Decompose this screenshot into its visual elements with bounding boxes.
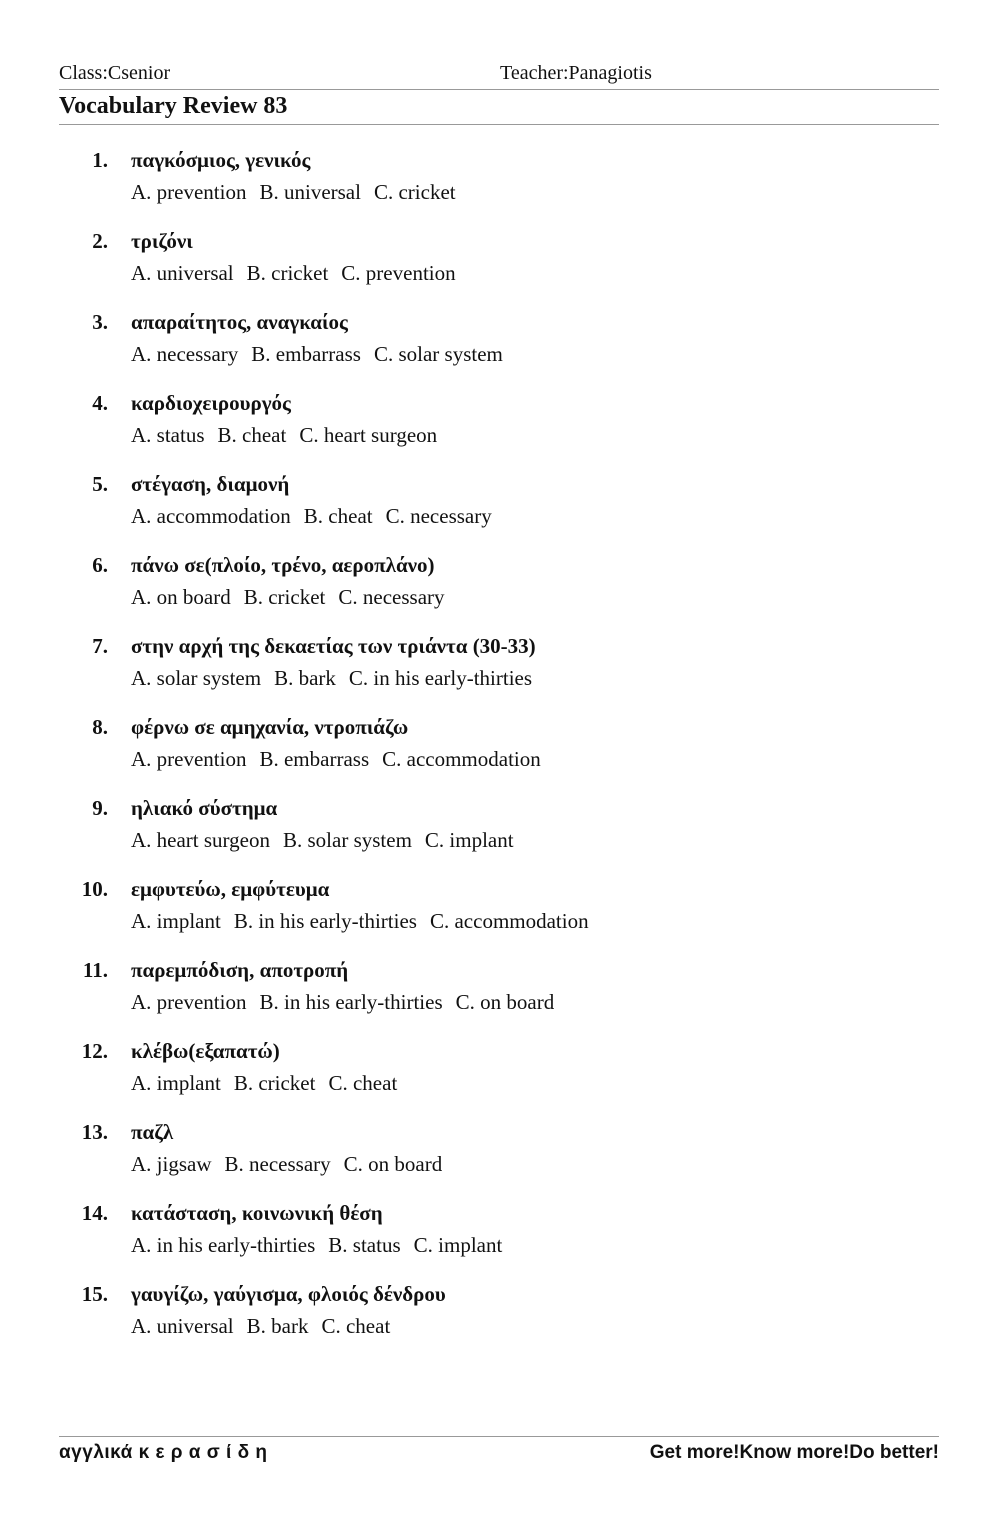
question-number: 7. <box>92 634 108 658</box>
question-prompt: παρεμπόδιση, αποτροπή <box>131 958 349 982</box>
answer-options <box>131 828 514 853</box>
page-title: Vocabulary Review 83 <box>59 93 288 119</box>
teacher-label: Teacher:Panagiotis <box>500 62 652 84</box>
answer-options <box>131 261 456 286</box>
question-prompt: φέρνω σε αμηχανία, ντροπιάζω <box>131 715 409 739</box>
question-item <box>0 148 1000 229</box>
question-item <box>0 553 1000 634</box>
question-number: 9. <box>92 796 108 820</box>
answer-option[interactable]: B. cheat <box>303 504 373 528</box>
answer-option[interactable]: A. in his early-thirties <box>131 1233 316 1257</box>
answer-options <box>131 1071 397 1096</box>
answer-options <box>131 666 532 691</box>
answer-option[interactable]: B. cricket <box>243 585 326 609</box>
answer-option[interactable]: C. cheat <box>328 1071 398 1095</box>
question-prompt: στέγαση, διαμονή <box>131 472 290 496</box>
answer-options <box>131 504 492 529</box>
question-prompt: κλέβω(εξαπατώ) <box>131 1039 280 1063</box>
answer-option[interactable]: B. in his early-thirties <box>259 990 443 1014</box>
question-number: 5. <box>92 472 108 496</box>
answer-option[interactable]: A. jigsaw <box>131 1152 212 1176</box>
question-prompt: πάνω σε(πλοίο, τρένο, αεροπλάνο) <box>131 553 435 577</box>
answer-option[interactable]: C. implant <box>413 1233 503 1257</box>
question-item <box>0 472 1000 553</box>
question-number: 8. <box>92 715 108 739</box>
answer-options <box>131 423 437 448</box>
class-label: Class:Csenior <box>59 62 171 84</box>
answer-option[interactable]: B. cricket <box>246 261 329 285</box>
footer-divider <box>59 1436 939 1437</box>
answer-option[interactable]: C. necessary <box>338 585 445 609</box>
question-prompt: στην αρχή της δεκαετίας των τριάντα (30-33) <box>131 634 536 658</box>
question-number: 14. <box>81 1201 108 1225</box>
question-item <box>0 1120 1000 1201</box>
answer-option[interactable]: A. universal <box>131 1314 234 1338</box>
question-prompt: καρδιοχειρουργός <box>131 391 291 415</box>
question-item <box>0 634 1000 715</box>
question-item <box>0 1282 1000 1363</box>
question-prompt: τριζόνι <box>131 229 193 253</box>
question-item <box>0 715 1000 796</box>
question-number: 3. <box>92 310 108 334</box>
answer-option[interactable]: A. status <box>131 423 205 447</box>
answer-option[interactable]: B. embarrass <box>259 747 370 771</box>
question-item <box>0 1201 1000 1282</box>
question-number: 11. <box>82 958 108 982</box>
answer-options <box>131 342 503 367</box>
answer-options <box>131 747 541 772</box>
answer-option[interactable]: A. implant <box>131 1071 221 1095</box>
question-number: 6. <box>92 553 108 577</box>
answer-option[interactable]: C. accommodation <box>429 909 589 933</box>
question-item <box>0 958 1000 1039</box>
question-prompt: εμφυτεύω, εμφύτευμα <box>131 877 330 901</box>
question-number: 2. <box>92 229 108 253</box>
answer-option[interactable]: A. prevention <box>131 747 247 771</box>
worksheet-header <box>59 62 939 88</box>
answer-option[interactable]: B. status <box>328 1233 401 1257</box>
answer-option[interactable]: C. on board <box>343 1152 443 1176</box>
answer-options <box>131 990 554 1015</box>
answer-option[interactable]: A. accommodation <box>131 504 291 528</box>
question-prompt: παζλ <box>131 1120 174 1144</box>
answer-option[interactable]: B. bark <box>246 1314 309 1338</box>
question-item <box>0 229 1000 310</box>
answer-options <box>131 1314 390 1339</box>
question-item <box>0 1039 1000 1120</box>
answer-option[interactable]: C. prevention <box>341 261 456 285</box>
answer-option[interactable]: C. cheat <box>321 1314 391 1338</box>
question-prompt: κατάσταση, κοινωνική θέση <box>131 1201 383 1225</box>
question-item <box>0 796 1000 877</box>
question-number: 10. <box>81 877 108 901</box>
answer-option[interactable]: B. embarrass <box>251 342 361 366</box>
question-item <box>0 877 1000 958</box>
answer-options <box>131 909 589 934</box>
question-number: 13. <box>81 1120 108 1144</box>
footer-slogan: Get more!Know more!Do better! <box>649 1442 939 1463</box>
answer-option[interactable]: C. cricket <box>373 180 456 204</box>
question-prompt: απαραίτητος, αναγκαίος <box>131 310 348 334</box>
question-prompt: ηλιακό σύστημα <box>131 796 278 820</box>
answer-option[interactable]: A. on board <box>131 585 231 609</box>
answer-options <box>131 1233 502 1258</box>
question-number: 1. <box>92 148 108 172</box>
question-list <box>0 148 1000 1363</box>
answer-option[interactable]: C. accommodation <box>382 747 541 771</box>
answer-option[interactable]: B. solar system <box>283 828 412 852</box>
answer-option[interactable]: A. heart surgeon <box>131 828 270 852</box>
header-divider <box>59 89 939 90</box>
answer-option[interactable]: C. in his early-thirties <box>348 666 533 690</box>
answer-option[interactable]: C. necessary <box>385 504 492 528</box>
answer-options <box>131 585 445 610</box>
answer-option[interactable]: B. bark <box>274 666 336 690</box>
answer-option[interactable]: B. in his early-thirties <box>233 909 417 933</box>
question-number: 15. <box>81 1282 108 1306</box>
answer-option[interactable]: C. solar system <box>373 342 503 366</box>
question-prompt: παγκόσμιος, γενικός <box>131 148 311 172</box>
answer-option[interactable]: A. prevention <box>131 990 247 1014</box>
answer-options <box>131 180 456 205</box>
question-item <box>0 391 1000 472</box>
answer-option[interactable]: C. on board <box>455 990 555 1014</box>
question-number: 4. <box>92 391 108 415</box>
answer-option[interactable]: A. necessary <box>131 342 239 366</box>
answer-options <box>131 1152 442 1177</box>
answer-option[interactable]: A. universal <box>131 261 234 285</box>
question-number: 12. <box>81 1039 108 1063</box>
footer-brand: αγγλικά κ ε ρ α σ ί δ η <box>59 1442 268 1463</box>
answer-option[interactable]: B. cricket <box>233 1071 316 1095</box>
answer-option[interactable]: C. implant <box>424 828 514 852</box>
answer-option[interactable]: B. cheat <box>217 423 287 447</box>
answer-option[interactable]: B. necessary <box>224 1152 331 1176</box>
answer-option[interactable]: C. heart surgeon <box>299 423 438 447</box>
question-prompt: γαυγίζω, γαύγισμα, φλοιός δένδρου <box>131 1282 446 1306</box>
title-divider <box>59 124 939 125</box>
answer-option[interactable]: B. universal <box>259 180 361 204</box>
question-item <box>0 310 1000 391</box>
answer-option[interactable]: A. prevention <box>131 180 247 204</box>
answer-option[interactable]: A. solar system <box>131 666 262 690</box>
answer-option[interactable]: A. implant <box>131 909 221 933</box>
